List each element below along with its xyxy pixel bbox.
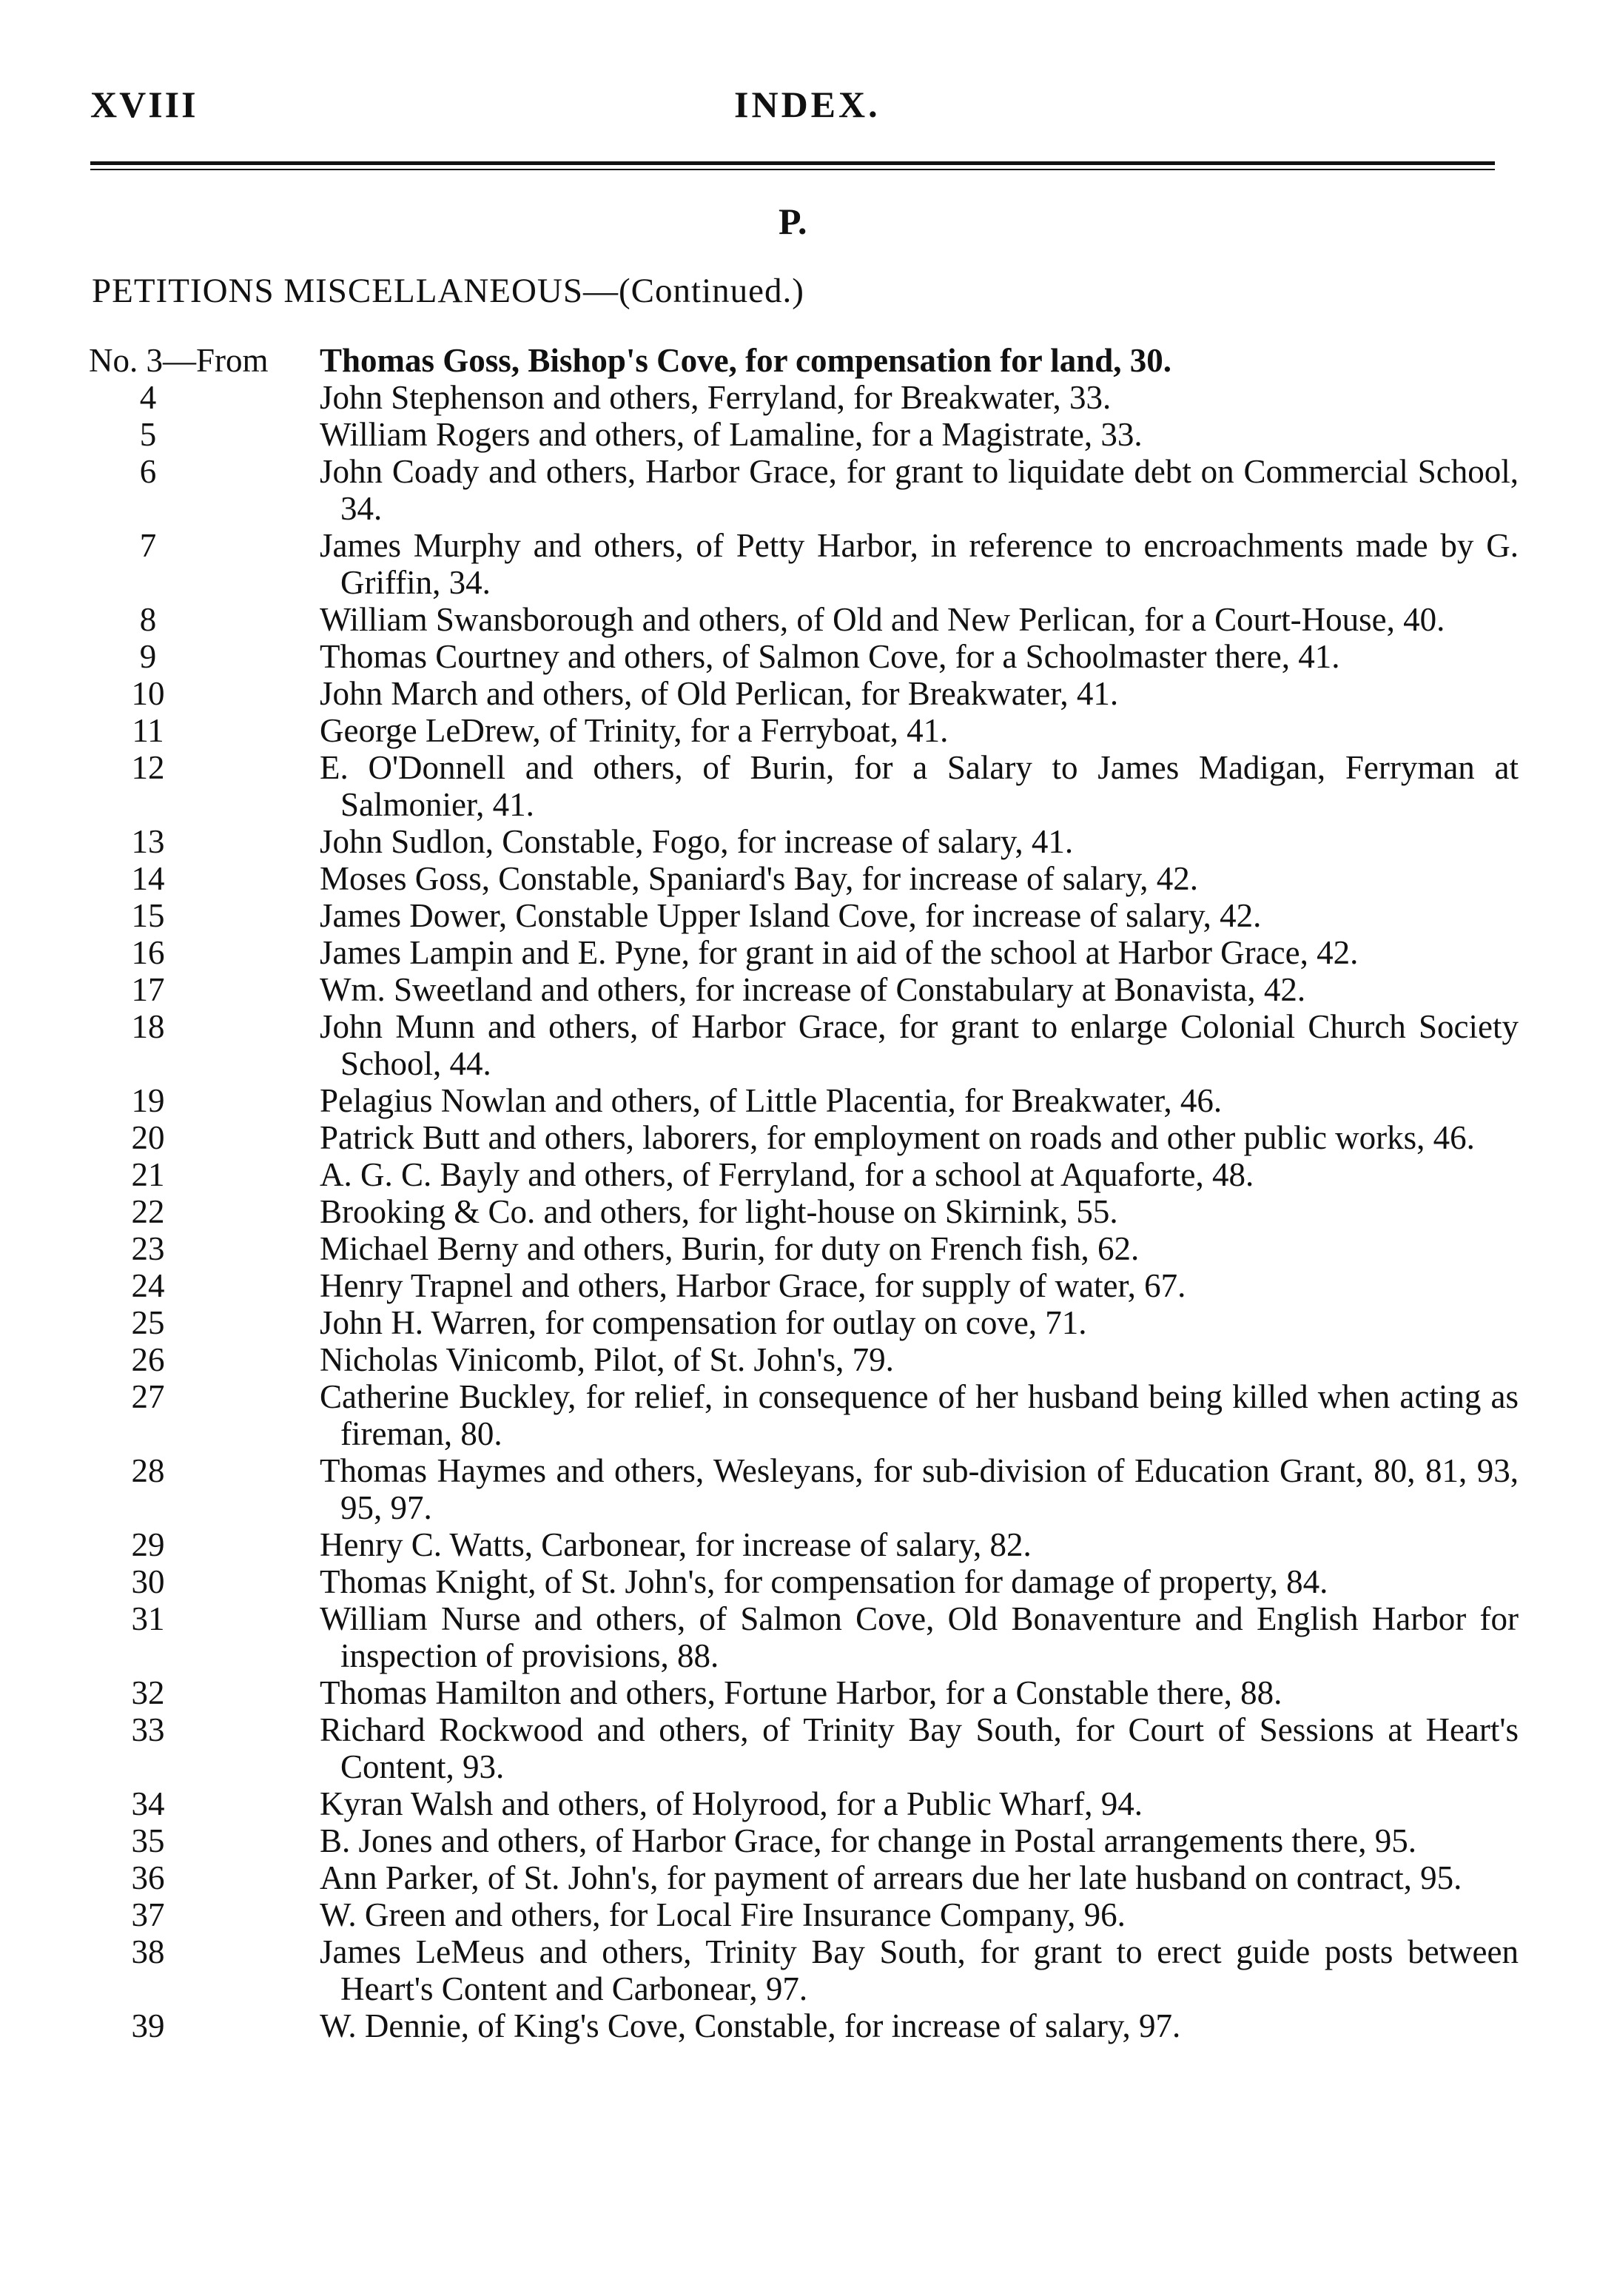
petition-entry (0, 675, 1597, 712)
petition-entry (0, 1600, 1597, 1674)
petition-entry (0, 453, 1597, 527)
entry-number: 11 (132, 712, 164, 749)
entry-text: James Lampin and E. Pyne, for grant in aid of the school at Harbor Grace, 42. (320, 934, 1359, 971)
entry-number: 24 (131, 1267, 165, 1304)
entry-text: Henry Trapnel and others, Harbor Grace, for supply of water, 67. (320, 1267, 1186, 1304)
petition-entry (0, 1304, 1597, 1341)
petition-entry (0, 1008, 1597, 1082)
entry-number: 22 (131, 1193, 165, 1230)
petition-entry (0, 1156, 1597, 1193)
petition-entry (0, 1378, 1597, 1452)
entry-text: James Murphy and others, of Petty Harbor, in reference to encroachments made by G. Griffin, 34. (320, 527, 1519, 601)
entry-text: Thomas Hamilton and others, Fortune Harbor, for a Constable there, 88. (320, 1674, 1282, 1711)
entry-text: W. Green and others, for Local Fire Insurance Company, 96. (320, 1896, 1126, 1933)
entry-number: 16 (131, 934, 165, 971)
petition-entry (0, 1119, 1597, 1156)
entry-text: E. O'Donnell and others, of Burin, for a Salary to James Madigan, Ferryman at Salmonier, 41. (320, 749, 1519, 823)
entry-text: John H. Warren, for compensation for outlay on cove, 71. (320, 1304, 1087, 1341)
entry-text: W. Dennie, of King's Cove, Constable, for increase of salary, 97. (320, 2007, 1181, 2044)
petition-entry (0, 897, 1597, 934)
petition-entry (0, 1267, 1597, 1304)
section-heading: PETITIONS MISCELLANEOUS—(Continued.) (92, 272, 804, 310)
entry-number: 19 (131, 1082, 165, 1119)
petition-entry (0, 1230, 1597, 1267)
petition-entry (0, 2007, 1597, 2044)
entry-text: John March and others, of Old Perlican, for Breakwater, 41. (320, 675, 1119, 712)
entry-number: 27 (131, 1378, 165, 1415)
entry-number: 38 (131, 1933, 165, 1970)
entry-text: William Rogers and others, of Lamaline, for a Magistrate, 33. (320, 416, 1143, 453)
petition-entry (0, 1859, 1597, 1896)
petition-entry (0, 1933, 1597, 2007)
entry-text: Patrick Butt and others, laborers, for employment on roads and other public works, 46. (320, 1119, 1475, 1156)
entry-number: 26 (131, 1341, 165, 1378)
page-folio: XVIII (90, 84, 198, 125)
entry-number: 4 (139, 379, 157, 416)
petition-entry (0, 342, 1597, 379)
entry-text: John Sudlon, Constable, Fogo, for increase of salary, 41. (320, 823, 1074, 860)
entry-text: Brooking & Co. and others, for light-house on Skirnink, 55. (320, 1193, 1118, 1230)
entry-text: B. Jones and others, of Harbor Grace, for change in Postal arrangements there, 95. (320, 1822, 1417, 1859)
entry-text: Thomas Knight, of St. John's, for compensation for damage of property, 84. (320, 1563, 1328, 1600)
entry-number: 34 (131, 1785, 165, 1822)
petition-list (0, 342, 1597, 2044)
entry-text: Henry C. Watts, Carbonear, for increase of salary, 82. (320, 1526, 1032, 1563)
entry-text: John Coady and others, Harbor Grace, for grant to liquidate debt on Commercial School, 34. (320, 453, 1519, 527)
petition-entry (0, 823, 1597, 860)
entry-number: 39 (131, 2007, 165, 2044)
entry-number: 8 (139, 601, 157, 638)
petition-entry (0, 1674, 1597, 1711)
entry-number: 35 (131, 1822, 165, 1859)
petition-entry (0, 527, 1597, 601)
petition-entry (0, 1896, 1597, 1933)
petition-entry (0, 1341, 1597, 1378)
entry-text: John Stephenson and others, Ferryland, for Breakwater, 33. (320, 379, 1112, 416)
entry-number: 14 (131, 860, 165, 897)
petition-entry (0, 1563, 1597, 1600)
entry-number: 18 (131, 1008, 165, 1045)
petition-entry (0, 416, 1597, 453)
entry-number: 23 (131, 1230, 165, 1267)
entry-text: Thomas Haymes and others, Wesleyans, for sub-division of Education Grant, 80, 81, 93, 95, 97. (320, 1452, 1519, 1526)
entry-number: 25 (131, 1304, 165, 1341)
entry-number: 13 (131, 823, 165, 860)
running-head (90, 83, 1496, 135)
entry-text: James Dower, Constable Upper Island Cove, for increase of salary, 42. (320, 897, 1262, 934)
entry-number: 29 (131, 1526, 165, 1563)
entry-number: 30 (131, 1563, 165, 1600)
entry-text: James LeMeus and others, Trinity Bay South, for grant to erect guide posts between Heart's Content and Carbonear, 97. (320, 1933, 1519, 2007)
entry-text: Richard Rockwood and others, of Trinity Bay South, for Court of Sessions at Heart's Content, 93. (320, 1711, 1519, 1785)
entry-text: Thomas Goss, Bishop's Cove, for compensation for land, 30. (320, 342, 1171, 379)
entry-number: 20 (131, 1119, 165, 1156)
petition-entry (0, 1785, 1597, 1822)
entry-text: William Swansborough and others, of Old and New Perlican, for a Court-House, 40. (320, 601, 1445, 638)
petition-entry (0, 1526, 1597, 1563)
entry-number: 7 (139, 527, 157, 564)
entry-text: Moses Goss, Constable, Spaniard's Bay, for increase of salary, 42. (320, 860, 1199, 897)
entry-text: Pelagius Nowlan and others, of Little Placentia, for Breakwater, 46. (320, 1082, 1223, 1119)
petition-entry (0, 1193, 1597, 1230)
petition-entry (0, 860, 1597, 897)
entry-number: No. 3—From (89, 342, 269, 379)
entry-number: 10 (131, 675, 165, 712)
entry-text: John Munn and others, of Harbor Grace, for grant to enlarge Colonial Church Society School, 44. (320, 1008, 1519, 1082)
entry-number: 32 (131, 1674, 165, 1711)
entry-text: A. G. C. Bayly and others, of Ferryland, for a school at Aquaforte, 48. (320, 1156, 1254, 1193)
petition-entry (0, 1822, 1597, 1859)
petition-entry (0, 934, 1597, 971)
petition-entry (0, 379, 1597, 416)
entry-text: George LeDrew, of Trinity, for a Ferryboat, 41. (320, 712, 949, 749)
petition-entry (0, 1452, 1597, 1526)
entry-number: 9 (139, 638, 157, 675)
entry-number: 5 (139, 416, 157, 453)
entry-text: Nicholas Vinicomb, Pilot, of St. John's, 79. (320, 1341, 894, 1378)
entry-number: 33 (131, 1711, 165, 1748)
petition-entry (0, 749, 1597, 823)
entry-text: Michael Berny and others, Burin, for duty on French fish, 62. (320, 1230, 1140, 1267)
entry-number: 12 (131, 749, 165, 786)
petition-entry (0, 1711, 1597, 1785)
header-rule-thick (90, 161, 1495, 165)
section-letter: P. (779, 201, 807, 242)
entry-text: Kyran Walsh and others, of Holyrood, for a Public Wharf, 94. (320, 1785, 1143, 1822)
entry-number: 28 (131, 1452, 165, 1489)
petition-entry (0, 638, 1597, 675)
entry-number: 6 (139, 453, 157, 490)
entry-number: 31 (131, 1600, 165, 1637)
entry-text: William Nurse and others, of Salmon Cove, Old Bonaventure and English Harbor for inspection of provisions, 88. (320, 1600, 1519, 1674)
entry-number: 17 (131, 971, 165, 1008)
entry-number: 21 (131, 1156, 165, 1193)
entry-text: Thomas Courtney and others, of Salmon Cove, for a Schoolmaster there, 41. (320, 638, 1340, 675)
petition-entry (0, 712, 1597, 749)
petition-entry (0, 1082, 1597, 1119)
petition-entry (0, 601, 1597, 638)
entry-number: 36 (131, 1859, 165, 1896)
page-title: INDEX. (734, 84, 881, 125)
entry-text: Ann Parker, of St. John's, for payment of arrears due her late husband on contract, 95. (320, 1859, 1462, 1896)
entry-text: Catherine Buckley, for relief, in consequence of her husband being killed when acting as fireman, 80. (320, 1378, 1519, 1452)
header-rule-thin (90, 169, 1495, 170)
entry-number: 37 (131, 1896, 165, 1933)
entry-text: Wm. Sweetland and others, for increase of Constabulary at Bonavista, 42. (320, 971, 1306, 1008)
entry-number: 15 (131, 897, 165, 934)
petition-entry (0, 971, 1597, 1008)
